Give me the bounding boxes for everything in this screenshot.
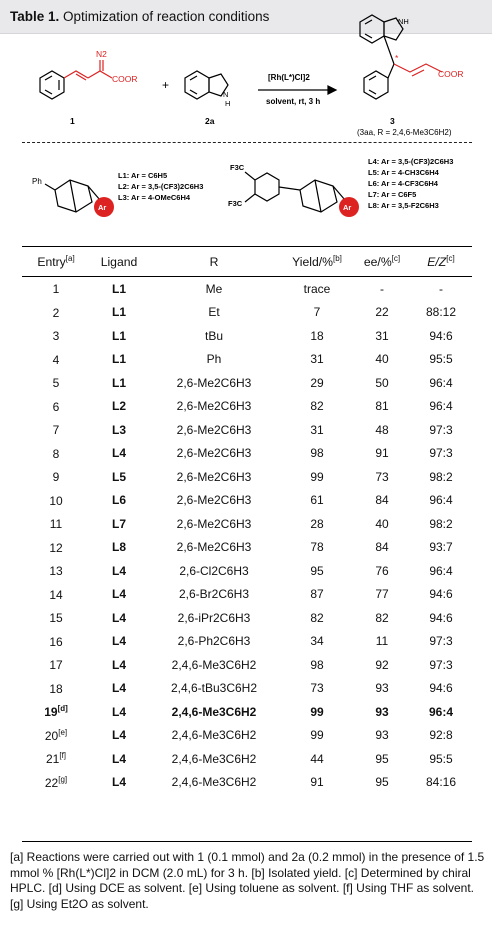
cell-ligand: L5	[111, 469, 126, 484]
cell-ligand: L4	[111, 681, 126, 696]
cell-ez: 94:6	[429, 681, 453, 696]
cell-entry: 15	[49, 611, 63, 626]
cell-ee: 93	[375, 704, 389, 719]
reagent-label: [Rh(L*)Cl]2	[268, 73, 310, 82]
cell-yield: 34	[310, 634, 324, 649]
nh-label-3: NH	[398, 17, 409, 26]
cell-ligand: L6	[111, 493, 126, 508]
compound-2a-label: 2a	[205, 116, 215, 126]
cell-yield: 99	[310, 469, 324, 484]
cell-ez: 93:7	[429, 540, 453, 555]
table-row	[22, 583, 472, 607]
cell-entry: 18	[49, 681, 63, 696]
cell-ee: 48	[375, 422, 389, 437]
cell-r: 2,6-Me2C6H3	[176, 422, 252, 437]
cell-ez: 94:6	[429, 328, 453, 343]
cell-ligand: L1	[111, 352, 126, 367]
cell-r: Ph	[206, 352, 222, 367]
ligand-aryl-ring	[255, 173, 279, 201]
cell-ligand: L7	[111, 516, 126, 531]
cell-ligand: L1	[111, 305, 126, 320]
cell-ligand: L4	[111, 657, 126, 672]
cell-yield: 31	[310, 422, 324, 437]
ligand-L5: L5: Ar = 4-CH3C6H4	[368, 168, 439, 177]
ar-label-left: Ar	[98, 203, 107, 212]
cell-ligand: L4	[111, 446, 126, 461]
ar-label-right: Ar	[343, 203, 352, 212]
header-ee: ee/%[c]	[363, 253, 401, 270]
cell-r: 2,6-Me2C6H3	[176, 493, 252, 508]
table-body	[22, 277, 472, 795]
table-row	[22, 418, 472, 442]
chiral-star: *	[395, 53, 399, 63]
cell-r: 2,6-Me2C6H3	[176, 469, 252, 484]
ligand-L7: L7: Ar = C6F5	[368, 190, 417, 199]
cell-ez: 95:5	[429, 751, 453, 766]
cell-ligand: L4	[111, 587, 126, 602]
cell-r: 2,6-Cl2C6H3	[179, 563, 249, 578]
cell-yield: 82	[310, 610, 324, 625]
cell-ez: 88:12	[425, 305, 457, 320]
cell-ligand: L4	[111, 563, 126, 578]
results-table	[22, 247, 472, 794]
header-ez: E/Z[c]	[427, 253, 455, 270]
plus-sign: +	[162, 78, 170, 92]
n-label-2a: N	[223, 90, 229, 99]
cell-r: tBu	[204, 328, 223, 343]
table-row	[22, 606, 472, 630]
ligand-L1: L1: Ar = C6H5	[118, 171, 168, 180]
ligand-L4: L4: Ar = 3,5-(CF3)2C6H3	[368, 157, 454, 166]
cell-ez: 96:4	[429, 375, 453, 390]
table-row	[22, 277, 472, 301]
cell-ez: 96:4	[428, 704, 454, 719]
cell-entry: 13	[49, 564, 63, 579]
cell-ez: 96:4	[429, 563, 453, 578]
coor-label-3: COOR	[438, 69, 464, 79]
table-row	[22, 489, 472, 513]
table-row	[22, 536, 472, 560]
cell-ee: 81	[375, 399, 389, 414]
table-row	[22, 465, 472, 489]
cell-yield: 99	[310, 728, 324, 743]
cell-entry: 2	[52, 305, 60, 320]
cell-ee: 84	[375, 540, 389, 555]
table-row	[22, 371, 472, 395]
cell-entry: 19[d]	[44, 704, 68, 720]
coor-label-1: COOR	[112, 74, 138, 84]
cell-ee: 93	[375, 681, 389, 696]
cell-yield: 44	[310, 751, 324, 766]
cell-ee: 82	[375, 610, 389, 625]
cell-ligand: L1	[111, 375, 126, 390]
f3c-label-top: F3C	[230, 163, 245, 172]
cell-entry: 3	[52, 329, 60, 344]
cell-ligand: L2	[111, 399, 126, 414]
cell-entry: 16	[49, 634, 63, 649]
table-row	[22, 653, 472, 677]
cell-ee: 91	[375, 446, 389, 461]
cell-yield: 87	[310, 587, 324, 602]
cell-entry: 1	[52, 282, 60, 297]
cell-ee: 93	[375, 728, 389, 743]
cell-entry: 14	[49, 587, 63, 602]
table-row	[22, 700, 472, 724]
scheme-divider	[22, 142, 472, 143]
table-row	[22, 747, 472, 771]
table-row	[22, 771, 472, 795]
product-note: (3aa, R = 2,4,6-Me3C6H2)	[357, 128, 452, 137]
cell-ez: 97:3	[429, 422, 453, 437]
cell-ligand: L4	[111, 775, 126, 790]
cell-ligand: L1	[111, 281, 126, 296]
cell-entry: 20[e]	[44, 727, 68, 743]
cell-ez: 97:3	[429, 657, 453, 672]
table-row	[22, 630, 472, 654]
cell-yield: 91	[310, 775, 324, 790]
header-r: R	[209, 254, 219, 269]
table-row	[22, 724, 472, 748]
ph-label: Ph	[32, 177, 42, 186]
cell-r: 2,6-Me2C6H3	[176, 399, 252, 414]
h-label-2a: H	[225, 99, 231, 108]
cell-yield: 73	[310, 681, 324, 696]
cell-ligand: L4	[111, 728, 126, 743]
cell-ez: 97:3	[429, 634, 453, 649]
cell-ee: 92	[375, 657, 389, 672]
cell-yield: 7	[313, 305, 321, 320]
table-row	[22, 512, 472, 536]
cell-ligand: L4	[111, 610, 126, 625]
cell-entry: 9	[52, 470, 60, 485]
cell-ee: 95	[375, 751, 389, 766]
cell-yield: 18	[310, 328, 324, 343]
cell-yield: trace	[303, 281, 331, 296]
conditions-label: solvent, rt, 3 h	[266, 97, 321, 106]
cell-r: 2,6-iPr2C6H3	[177, 610, 251, 625]
cell-entry: 22[g]	[44, 774, 68, 790]
table-row	[22, 301, 472, 325]
cell-yield: 99	[310, 704, 324, 719]
cell-yield: 98	[310, 446, 324, 461]
ligand-L2: L2: Ar = 3,5-(CF3)2C6H3	[118, 182, 204, 191]
cell-ee: 95	[375, 775, 389, 790]
cell-yield: 31	[310, 352, 324, 367]
cell-ez: 98:2	[429, 516, 453, 531]
cell-yield: 29	[310, 375, 324, 390]
cell-ee: 40	[375, 516, 389, 531]
cell-ez: 92:8	[429, 728, 453, 743]
cell-entry: 6	[52, 399, 60, 414]
cell-ee: 22	[375, 305, 389, 320]
cell-ee: 50	[375, 375, 389, 390]
cell-r: 2,4,6-Me3C6H2	[171, 775, 257, 790]
cell-yield: 95	[310, 563, 324, 578]
table-row	[22, 677, 472, 701]
cell-r: 2,4,6-tBu3C6H2	[170, 681, 258, 696]
cell-ligand: L4	[111, 634, 126, 649]
cell-entry: 4	[52, 352, 60, 367]
indole-ring-3	[360, 15, 384, 43]
cell-r: 2,4,6-Me3C6H2	[171, 751, 257, 766]
cell-r: 2,6-Me2C6H3	[176, 375, 252, 390]
cell-entry: 21[f]	[45, 751, 67, 767]
cell-yield: 28	[310, 516, 324, 531]
cell-ligand: L4	[111, 704, 126, 719]
cell-entry: 5	[52, 376, 60, 391]
cell-ligand: L1	[111, 328, 126, 343]
cell-entry: 12	[49, 540, 63, 555]
cell-r: Me	[205, 281, 223, 296]
cell-ez: -	[439, 281, 443, 296]
cell-ligand: L3	[111, 422, 126, 437]
cell-ez: 97:3	[429, 446, 453, 461]
reaction-scheme	[0, 0, 492, 245]
cell-r: 2,4,6-Me3C6H2	[171, 704, 257, 719]
cell-entry: 10	[49, 493, 63, 508]
header-ligand: Ligand	[100, 254, 138, 269]
table-row	[22, 324, 472, 348]
cell-ee: 73	[375, 469, 389, 484]
cell-entry: 11	[49, 517, 63, 532]
cell-ez: 96:4	[429, 493, 453, 508]
benzene-ring-1	[40, 71, 64, 99]
cell-ee: -	[380, 281, 384, 296]
cell-entry: 7	[52, 423, 60, 438]
cell-ligand: L8	[111, 540, 126, 555]
cell-r: Et	[208, 305, 220, 320]
table-row	[22, 442, 472, 466]
cell-ligand: L4	[111, 751, 126, 766]
cell-r: 2,6-Br2C6H3	[178, 587, 250, 602]
footnote: [a] Reactions were carried out with 1 (0.1 mmol) and 2a (0.2 mmol) in the presence of 1.5 mmol % [Rh(L*)Cl]2 in DCM (2.0 mL) for 3 h. [b] Isolated yield. [c] Determined by chiral HPLC. [d] Using DCE as solvent. [e] Using toluene as solvent. [f] Using THF as solvent. [g] Using Et2O as solvent.	[10, 850, 485, 911]
ligand-L8: L8: Ar = 3,5-F2C6H3	[368, 201, 439, 210]
cell-r: 2,4,6-Me3C6H2	[171, 657, 257, 672]
caption-text: Optimization of reaction conditions	[63, 9, 270, 24]
compound-1-label: 1	[70, 116, 75, 126]
cell-entry: 8	[52, 446, 60, 461]
cell-entry: 17	[49, 658, 63, 673]
cell-yield: 61	[310, 493, 324, 508]
n2-label: N2	[96, 49, 107, 59]
table-row	[22, 348, 472, 372]
cell-yield: 78	[310, 540, 324, 555]
ligand-L6: L6: Ar = 4-CF3C6H4	[368, 179, 438, 188]
cell-ez: 84:16	[425, 775, 457, 790]
cell-r: 2,6-Me2C6H3	[176, 446, 252, 461]
cell-ez: 95:5	[429, 352, 453, 367]
table-row	[22, 559, 472, 583]
benzene-ring-3	[364, 71, 388, 99]
cell-yield: 82	[310, 399, 324, 414]
table-row	[22, 395, 472, 419]
table-bottom-rule	[22, 841, 472, 842]
cell-ee: 77	[375, 587, 389, 602]
cell-r: 2,6-Me2C6H3	[176, 516, 252, 531]
table-header-row	[22, 247, 472, 277]
cell-ee: 31	[375, 328, 389, 343]
header-yield: Yield/%[b]	[292, 253, 342, 270]
cell-ez: 94:6	[429, 587, 453, 602]
cell-ez: 94:6	[429, 610, 453, 625]
cell-r: 2,6-Ph2C6H3	[177, 634, 251, 649]
caption-label: Table 1.	[10, 9, 60, 24]
indole-ring-2a	[185, 71, 209, 99]
cell-ee: 76	[375, 563, 389, 578]
cell-r: 2,4,6-Me3C6H2	[171, 728, 257, 743]
f3c-label-bottom: F3C	[228, 199, 243, 208]
cell-ez: 96:4	[429, 399, 453, 414]
compound-3-label: 3	[390, 116, 395, 126]
cell-ee: 40	[375, 352, 389, 367]
cell-ee: 84	[375, 493, 389, 508]
cell-ez: 98:2	[429, 469, 453, 484]
cell-r: 2,6-Me2C6H3	[176, 540, 252, 555]
cell-yield: 98	[310, 657, 324, 672]
ligand-L3: L3: Ar = 4-OMeC6H4	[118, 193, 191, 202]
header-entry: Entry[a]	[37, 253, 75, 270]
cell-ee: 11	[375, 634, 389, 649]
